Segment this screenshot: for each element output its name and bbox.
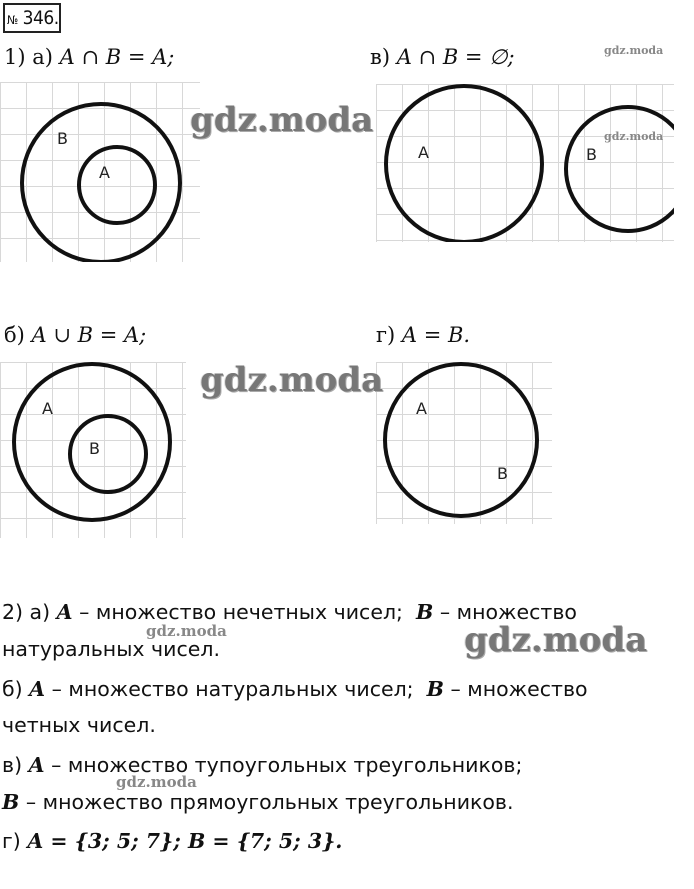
venn-a-inner-label: A [99, 163, 110, 182]
watermark-6: gdz.moda [146, 622, 227, 640]
part2-b-line1: б) A – множество натуральных чисел; B – множество [2, 677, 588, 701]
venn-b-outer-label: A [42, 399, 53, 418]
problem-number: № 346. [3, 3, 61, 33]
venn-diagram-a [0, 82, 200, 262]
part2-a-line1: 2) а) A – множество нечетных чисел; B – множество [2, 600, 577, 624]
venn-a-outer-label: B [57, 129, 68, 148]
diagram-g-grid [376, 362, 552, 524]
venn-diagram-v [376, 84, 674, 242]
venn-diagram-g [376, 362, 552, 524]
venn-v-left-label: A [418, 143, 429, 162]
diagram-a-grid [0, 82, 200, 262]
circle-a-left [386, 86, 542, 242]
circle-ab-equal [385, 364, 537, 516]
watermark-5: gdz.moda [604, 130, 664, 143]
venn-g-second-label: B [497, 464, 508, 483]
label-1g: г) A = B. [376, 323, 471, 347]
venn-b-inner-label: B [89, 439, 100, 458]
watermark-2: gdz.moda [200, 360, 384, 400]
part2-g-line: г) A = {3; 5; 7}; B = {7; 5; 3}. [2, 829, 343, 853]
circle-a-inner [79, 147, 155, 223]
watermark-4: gdz.moda [604, 44, 664, 57]
watermark-1: gdz.moda [190, 100, 374, 140]
label-1v: в) A ∩ B = ∅; [370, 45, 515, 69]
label-1b: б) A ∪ B = A; [4, 323, 147, 347]
diagram-b-grid [0, 362, 186, 538]
part2-a-line2: натуральных чисел. [2, 637, 220, 661]
diagram-v-grid [376, 84, 674, 242]
part2-v-line1: в) A – множество тупоугольных треугольников; [2, 753, 523, 777]
circle-b-inner [70, 416, 146, 492]
venn-v-right-label: B [586, 145, 597, 164]
label-1a: 1) а) A ∩ B = A; [4, 45, 175, 69]
part2-b-line2: четных чисел. [2, 713, 156, 737]
venn-g-first-label: A [416, 399, 427, 418]
part2-v-line2: B – множество прямоугольных треугольников. [2, 790, 514, 814]
circle-b-right [566, 107, 674, 231]
venn-diagram-b [0, 362, 186, 538]
watermark-3: gdz.moda [464, 620, 648, 660]
watermark-7: gdz.moda [116, 773, 197, 791]
